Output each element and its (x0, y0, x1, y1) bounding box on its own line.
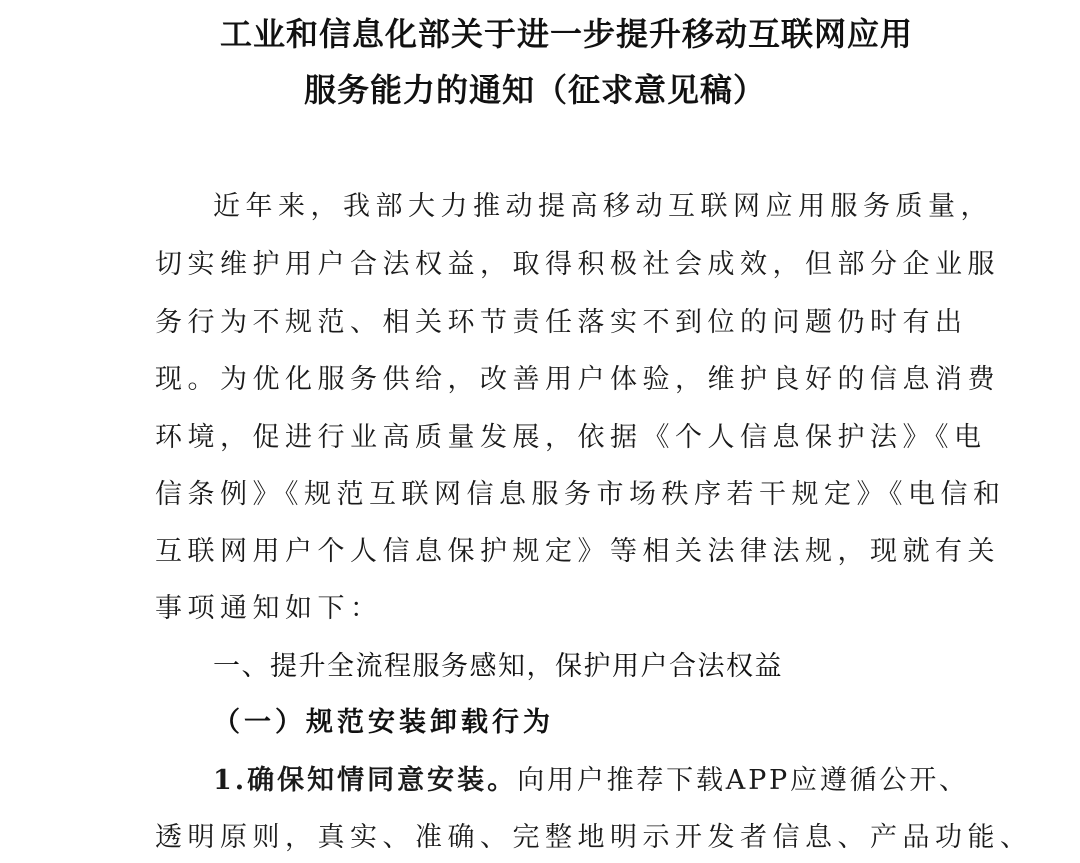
intro-paragraph-line-3: 务行为不规范、相关环节责任落实不到位的问题仍时有出 (155, 307, 968, 338)
item-1-body-text: 向用户推荐下载APP应遵循公开、 (517, 765, 969, 796)
item-1-second-line: 透明原则，真实、准确、完整地明示开发者信息、产品功能、 (155, 822, 1033, 853)
item-1-lead-text: 1.确保知情同意安装。 (213, 765, 518, 796)
document-title-line-2: 服务能力的通知（征求意见稿） (304, 71, 767, 109)
intro-paragraph-line-2: 切实维护用户合法权益，取得积极社会成效，但部分企业服 (155, 249, 1000, 280)
intro-paragraph-line-6: 信条例》《规范互联网信息服务市场秩序若干规定》《电信和 (155, 479, 1006, 510)
intro-paragraph-line-1: 近年来，我部大力推动提高移动互联网应用服务质量， (213, 191, 993, 222)
section-heading: 一、提升全流程服务感知，保护用户合法权益 (213, 651, 783, 682)
intro-paragraph-line-5: 环境，促进行业高质量发展，依据《个人信息保护法》《电 (155, 422, 987, 453)
document-title-line-1: 工业和信息化部关于进一步提升移动互联网应用 (220, 15, 914, 53)
intro-paragraph-line-4: 现。为优化服务供给，改善用户体验，维护良好的信息消费 (155, 364, 1000, 395)
intro-paragraph-line-7: 互联网用户个人信息保护规定》等相关法律法规，现就有关 (155, 536, 1000, 567)
subsection-heading: （一）规范安装卸载行为 (213, 707, 554, 738)
item-1-first-line (213, 764, 969, 798)
intro-paragraph-line-8: 事项通知如下： (155, 593, 383, 624)
